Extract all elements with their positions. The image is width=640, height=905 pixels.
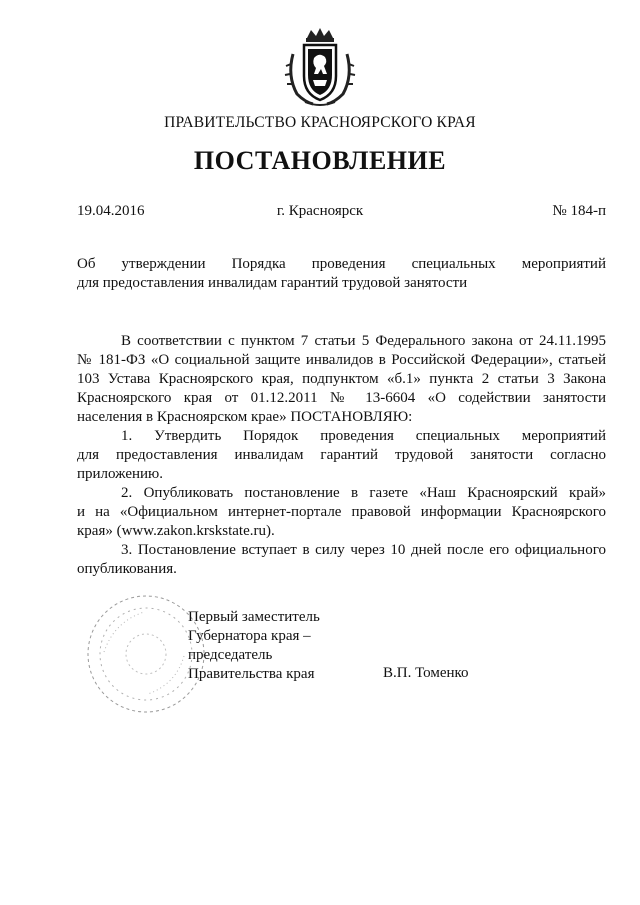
item-3-line: опубликования. — [77, 561, 177, 577]
preamble-line: В соответствии с пунктом 7 статьи 5 Федерального закона от 24.11.1995 — [121, 333, 606, 349]
signatory-name: В.П. Томенко — [383, 665, 469, 681]
signatory-title — [188, 608, 320, 684]
coat-of-arms-icon — [283, 24, 357, 108]
subject-line: для предоставления инвалидам гарантий трудовой занятости — [77, 275, 468, 291]
signatory-title-line: Губернатора края – — [188, 628, 311, 644]
organization-name: ПРАВИТЕЛЬСТВО КРАСНОЯРСКОГО КРАЯ — [164, 114, 476, 131]
document-subject — [77, 255, 606, 293]
item-1-line: 1. Утвердить Порядок проведения специальных мероприятий — [121, 428, 606, 444]
item-1-line: для предоставления инвалидам гарантий трудовой занятости согласно — [77, 447, 606, 463]
document-type-title: ПОСТАНОВЛЕНИЕ — [193, 146, 447, 175]
document-body — [77, 332, 606, 579]
preamble-line: населения в Красноярском крае» ПОСТАНОВЛЯЮ: — [77, 409, 413, 425]
item-2-line: и на «Официальном интернет-портале правовой информации Красноярского — [77, 504, 606, 520]
preamble-line: Красноярского края от 01.12.2011 № 13-6604 «О содействии занятости — [77, 390, 606, 406]
document-city: г. Красноярск — [276, 203, 364, 219]
preamble-line: 103 Устава Красноярского края, подпунктом «б.1» пункта 2 статьи 3 Закона — [77, 371, 606, 387]
subject-line: Об утверждении Порядка проведения специальных мероприятий — [77, 256, 606, 272]
item-2-line: края» (www.zakon.krskstate.ru). — [77, 523, 275, 539]
signatory-title-line: председатель — [188, 647, 273, 663]
document-number: № 184-п — [552, 203, 606, 219]
signatory-title-line: Правительства края — [188, 666, 315, 682]
document-date: 19.04.2016 — [77, 203, 145, 219]
item-1-line: приложению. — [77, 466, 164, 482]
preamble-line: № 181-ФЗ «О социальной защите инвалидов в Российской Федерации», статьей — [77, 352, 606, 368]
signatory-title-line: Первый заместитель — [188, 609, 320, 625]
item-3-line: 3. Постановление вступает в силу через 10 дней после его официального — [121, 542, 606, 558]
item-2-line: 2. Опубликовать постановление в газете «Наш Красноярский край» — [121, 485, 606, 501]
